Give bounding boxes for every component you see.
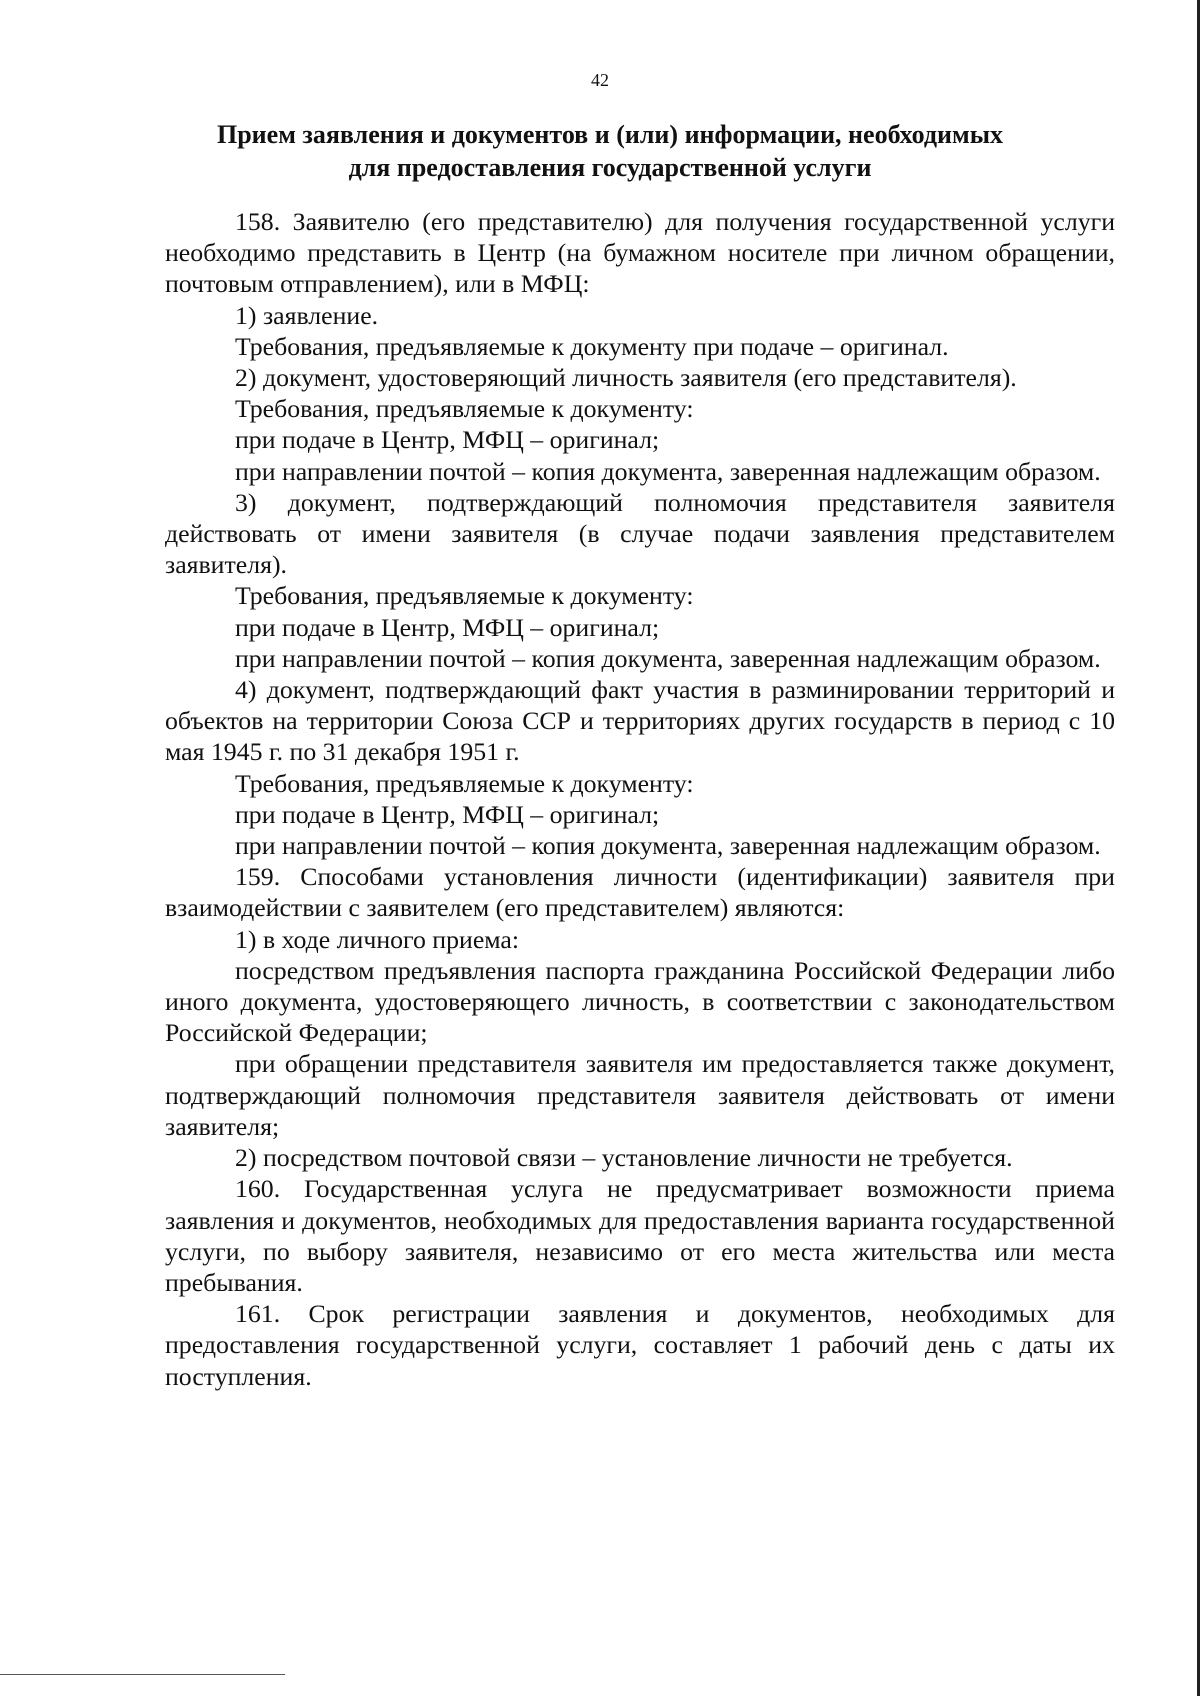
paragraph-item: 2) документ, удостоверяющий личность заявителя (его представителя).: [235, 363, 1017, 393]
paragraph-item: 1) заявление.: [235, 300, 379, 330]
paragraph-item: Требования, предъявляемые к документу:: [235, 394, 694, 424]
paragraph-item: посредством предъявления паспорта гражданина Российской Федерации либо иного документа, удостоверяющего личность, в соответствии с законодательством Российской Федерации;: [165, 955, 1115, 1048]
section-heading-line-1: Прием заявления и документов и (или) информации, необходимых: [216, 120, 1003, 149]
paragraph-item: при направлении почтой – копия документа, заверенная надлежащим образом.: [235, 643, 1101, 673]
paragraph-item: при подаче в Центр, МФЦ – оригинал;: [235, 612, 660, 642]
paragraph-item: при обращении представителя заявителя им предоставляется также документ, подтверждающий полномочия представителя заявителя действовать от имени заявителя;: [165, 1049, 1115, 1141]
paragraph-item: 3) документ, подтверждающий полномочия представителя заявителя действовать от имени заявителя (в случае подачи заявления представителем заявителя).: [165, 487, 1115, 580]
paragraph-item: при направлении почтой – копия документа, заверенная надлежащим образом.: [235, 831, 1101, 861]
paragraph-item: при подаче в Центр, МФЦ – оригинал;: [235, 425, 660, 455]
paragraph-160: 160. Государственная услуга не предусматривает возможности приема заявления и документов, необходимых для предоставления варианта государственной услуги, по выбору заявителя, независимо от его места жительства или места пребывания.: [165, 1174, 1115, 1297]
paragraph-item: 2) посредством почтовой связи – установление личности не требуется.: [235, 1143, 1013, 1173]
section-heading-line-2: для предоставления государственной услуги: [348, 153, 872, 182]
paragraph-159: 159. Способами установления личности (идентификации) заявителя при взаимодействии с заявителем (его представителем) являются:: [165, 862, 1115, 923]
paragraph-158: 158. Заявителю (его представителю) для получения государственной услуги необходимо представить в Центр (на бумажном носителе при личном обращении, почтовым отправлением), или в МФЦ:: [165, 207, 1115, 299]
paragraph-item: Требования, предъявляемые к документу при подаче – оригинал.: [235, 331, 949, 361]
page-number: 42: [591, 70, 609, 90]
document-body: [165, 206, 1115, 1392]
paragraph-item: Требования, предъявляемые к документу:: [235, 581, 694, 611]
paragraph-item: при направлении почтой – копия документа, заверенная надлежащим образом.: [235, 456, 1101, 486]
paragraph-item: Требования, предъявляемые к документу:: [235, 768, 694, 798]
paragraph-item: 1) в ходе личного приема:: [235, 924, 520, 954]
section-heading: [150, 118, 1070, 184]
scan-bottom-rule: [0, 1674, 285, 1675]
paragraph-item: 4) документ, подтверждающий факт участия в разминировании территорий и объектов на территории Союза ССР и территориях других государств в период с 10 мая 1945 г. по 31 декабря 1951 г.: [165, 675, 1115, 767]
paragraph-161: 161. Срок регистрации заявления и документов, необходимых для предоставления государственной услуги, составляет 1 рабочий день с даты их поступления.: [165, 1299, 1115, 1391]
paragraph-item: при подаче в Центр, МФЦ – оригинал;: [235, 799, 660, 829]
